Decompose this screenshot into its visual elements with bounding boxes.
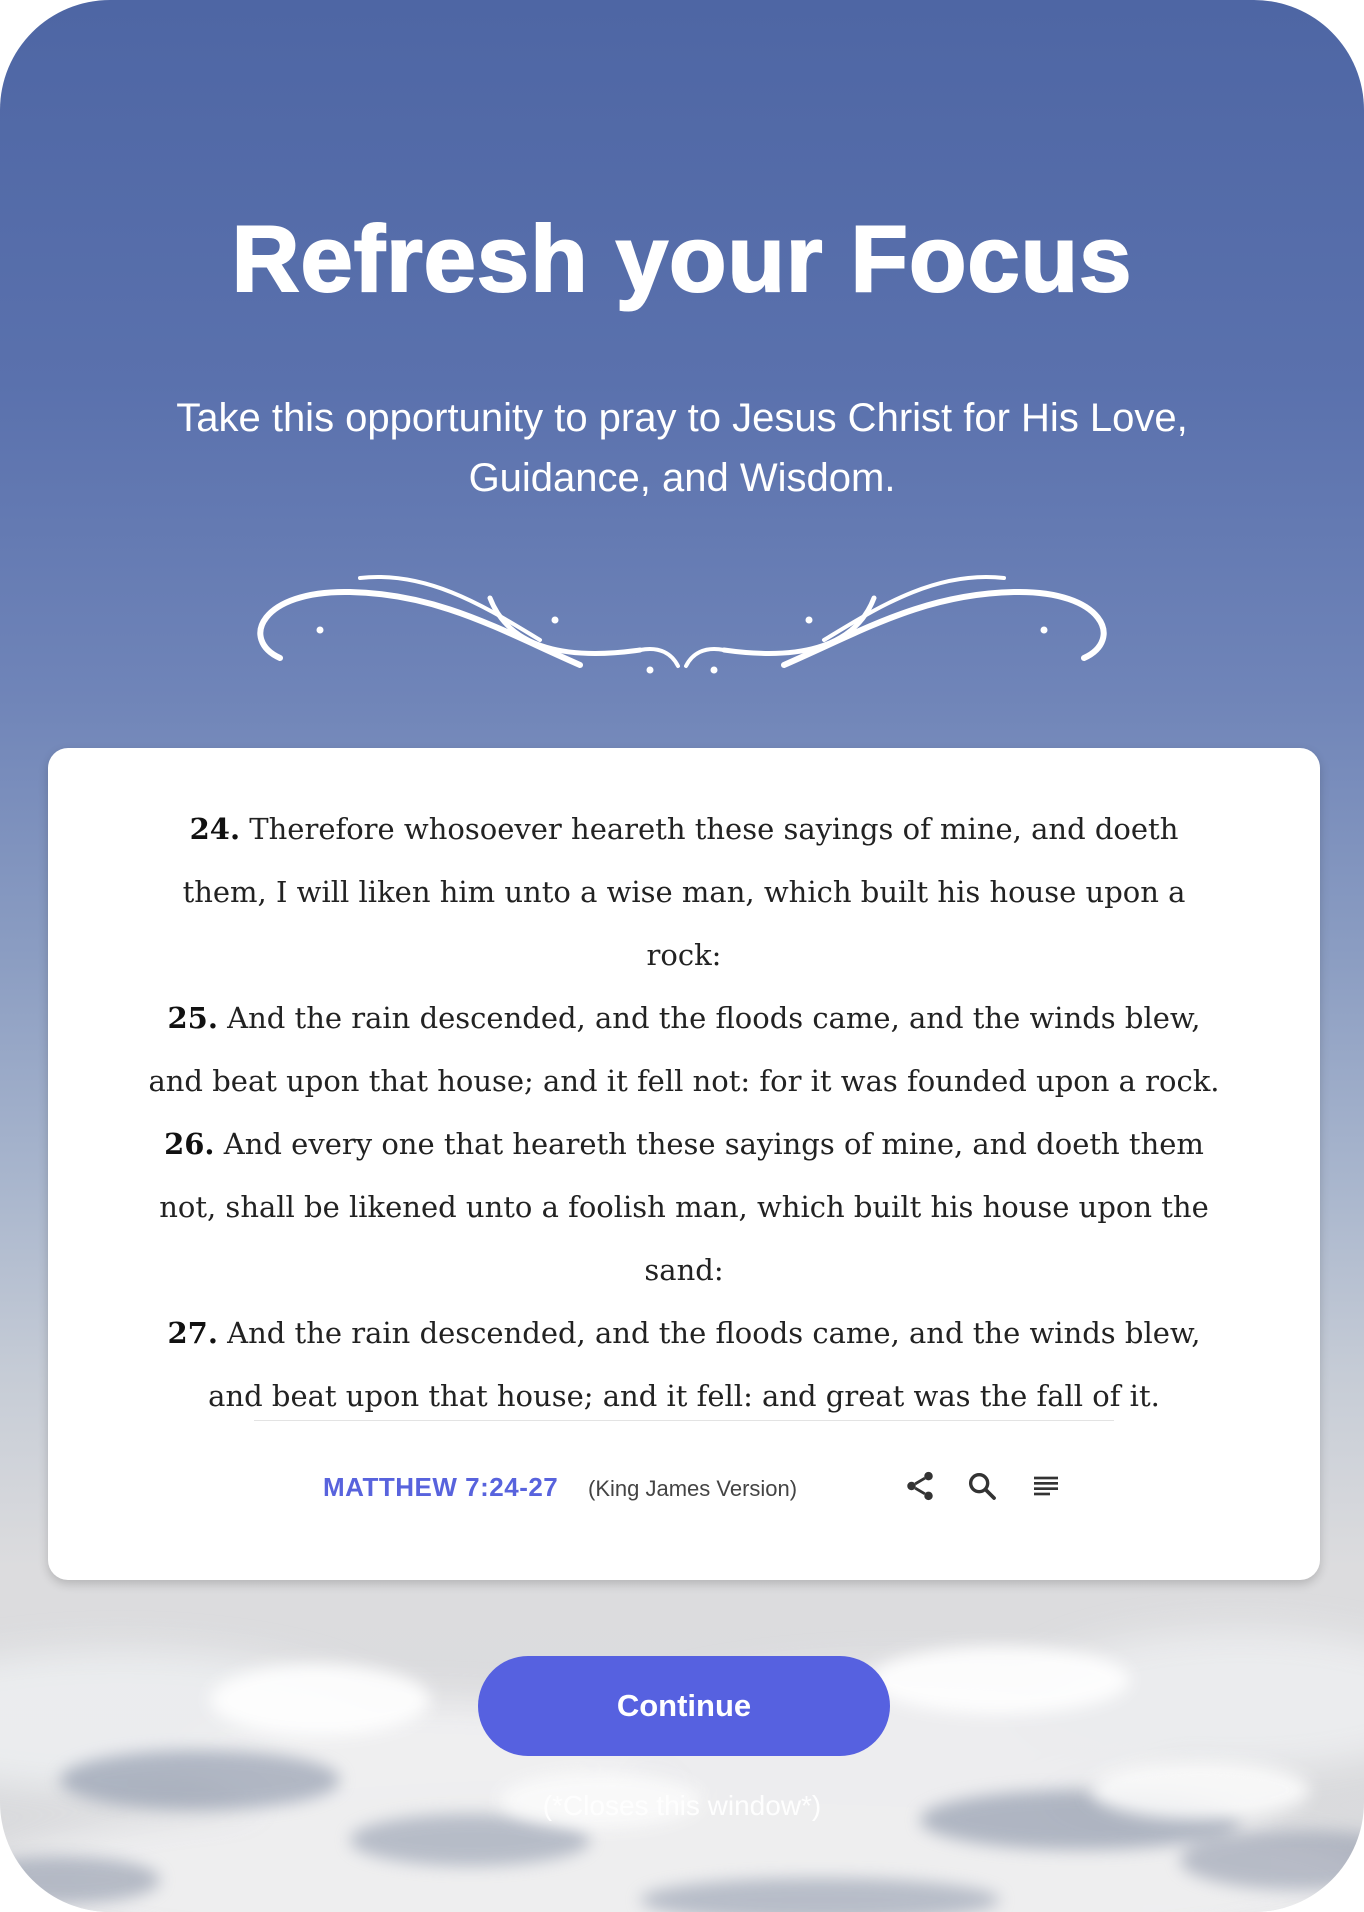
verse-text: And every one that heareth these sayings of mine, and doeth them not, shall be likened unto a foolish man, which built his house upon the sand: <box>159 1127 1209 1287</box>
flourish-ornament-icon <box>240 570 1124 680</box>
scripture-reference: MATTHEW 7:24-27 <box>323 1472 559 1502</box>
reference-row <box>48 1464 1320 1514</box>
closes-window-note: (*Closes this window*) <box>542 1790 822 1821</box>
bible-version: (King James Version) <box>588 1476 798 1501</box>
search-icon <box>965 1469 999 1503</box>
page-title: Refresh your Focus <box>231 206 1133 311</box>
verse <box>148 798 1220 987</box>
continue-button[interactable]: Continue <box>478 1656 890 1756</box>
verse-number: 25. <box>167 1001 218 1035</box>
verse-number: 27. <box>167 1316 218 1350</box>
share-button[interactable] <box>898 1464 942 1508</box>
notes-button[interactable] <box>1024 1464 1068 1508</box>
verse-text: And the rain descended, and the floods came, and the winds blew, and beat upon that house; and it fell: and great was the fall of it. <box>208 1316 1201 1413</box>
search-button[interactable] <box>960 1464 1004 1508</box>
verse-number: 24. <box>189 812 241 846</box>
scripture-passage <box>148 798 1220 1428</box>
verse <box>148 1302 1220 1428</box>
card-divider <box>254 1420 1114 1421</box>
verse <box>148 1113 1220 1302</box>
verse-text: And the rain descended, and the floods came, and the winds blew, and beat upon that house; and it fell not: for it was founded upon a rock. <box>148 1001 1220 1098</box>
share-icon <box>903 1469 937 1503</box>
page-subtitle: Take this opportunity to pray to Jesus Christ for His Love, Guidance, and Wisdom. <box>176 396 1188 500</box>
verse-number: 26. <box>164 1127 215 1161</box>
verse-text: Therefore whosoever heareth these sayings of mine, and doeth them, I will liken him unto a wise man, which built his house upon a rock: <box>182 812 1186 972</box>
list-icon <box>1030 1470 1062 1502</box>
verse <box>148 987 1220 1113</box>
scripture-card <box>48 748 1320 1580</box>
